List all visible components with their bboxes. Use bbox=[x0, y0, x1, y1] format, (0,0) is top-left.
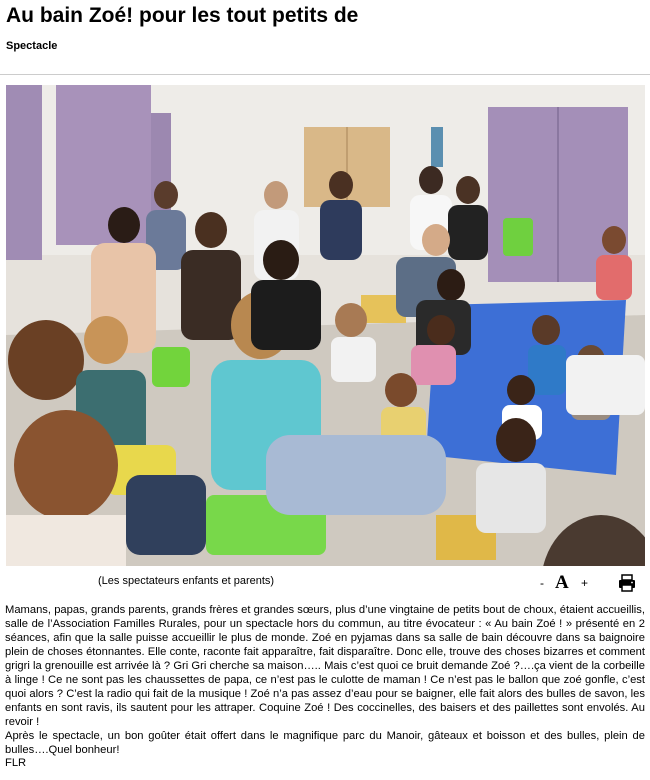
decrease-font-button[interactable]: - bbox=[540, 576, 544, 590]
photo-caption: (Les spectateurs enfants et parents) bbox=[98, 575, 275, 587]
article-paragraph-1: Mamans, papas, grands parents, grands frères et grandes sœurs, plus d’une vingtaine de petits bout de choux, étaient accueillis, salle de l’Association Familles Rurales, pour un spectacle hors du commun, au titre évocateur : « Au bain Zoé ! » présenté en 2 séances, afin que la salle puisse accueillir le plus de monde. Zoé en pyjamas dans sa salle de bain découvre dans sa baignoire plein de choses étonnantes. Elle conte, raconte fait apparaître, fait disparaître. Donc elle, trouve des choses bizarres et comment grigri la grenouille est arrivée là ? Gri Gri cherche sa maison….. Mais c’est quoi ce bruit demande Zoé ?….ça vient de la corbeille à linge ! Ce ne sont pas les chaussettes de papa, ce n’est pas le culotte de maman ! Ce n’est pas le ballon que zoé gonfle, c’est quoi alors ? C’est la radio qui fait de la musique ! Zoé n’a pas assez d’eau pour se baigner, elle fait alors des bulles de savon, les enfants en sont ravis, ils sautent pour les attraper. Coquine Zoé ! Des coccinelles, des baisers et des paillettes sont envolés. Au revoir ! bbox=[5, 604, 645, 728]
font-size-icon: A bbox=[555, 572, 569, 593]
article-body bbox=[5, 603, 645, 757]
increase-font-button[interactable]: + bbox=[581, 576, 589, 590]
article-paragraph-2: Après le spectacle, un bon goûter était offert dans le magnifique parc du Manoir, gâteaux et boisson et des bulles, plein de bulles….Quel bonheur! bbox=[5, 730, 645, 756]
article-photo bbox=[6, 85, 645, 566]
page-title: Au bain Zoé! pour les tout petits de bbox=[6, 4, 359, 27]
article-signature: FLR bbox=[5, 757, 27, 769]
header-divider bbox=[0, 74, 650, 75]
category-label: Spectacle bbox=[6, 40, 58, 52]
printer-icon[interactable] bbox=[618, 574, 636, 592]
